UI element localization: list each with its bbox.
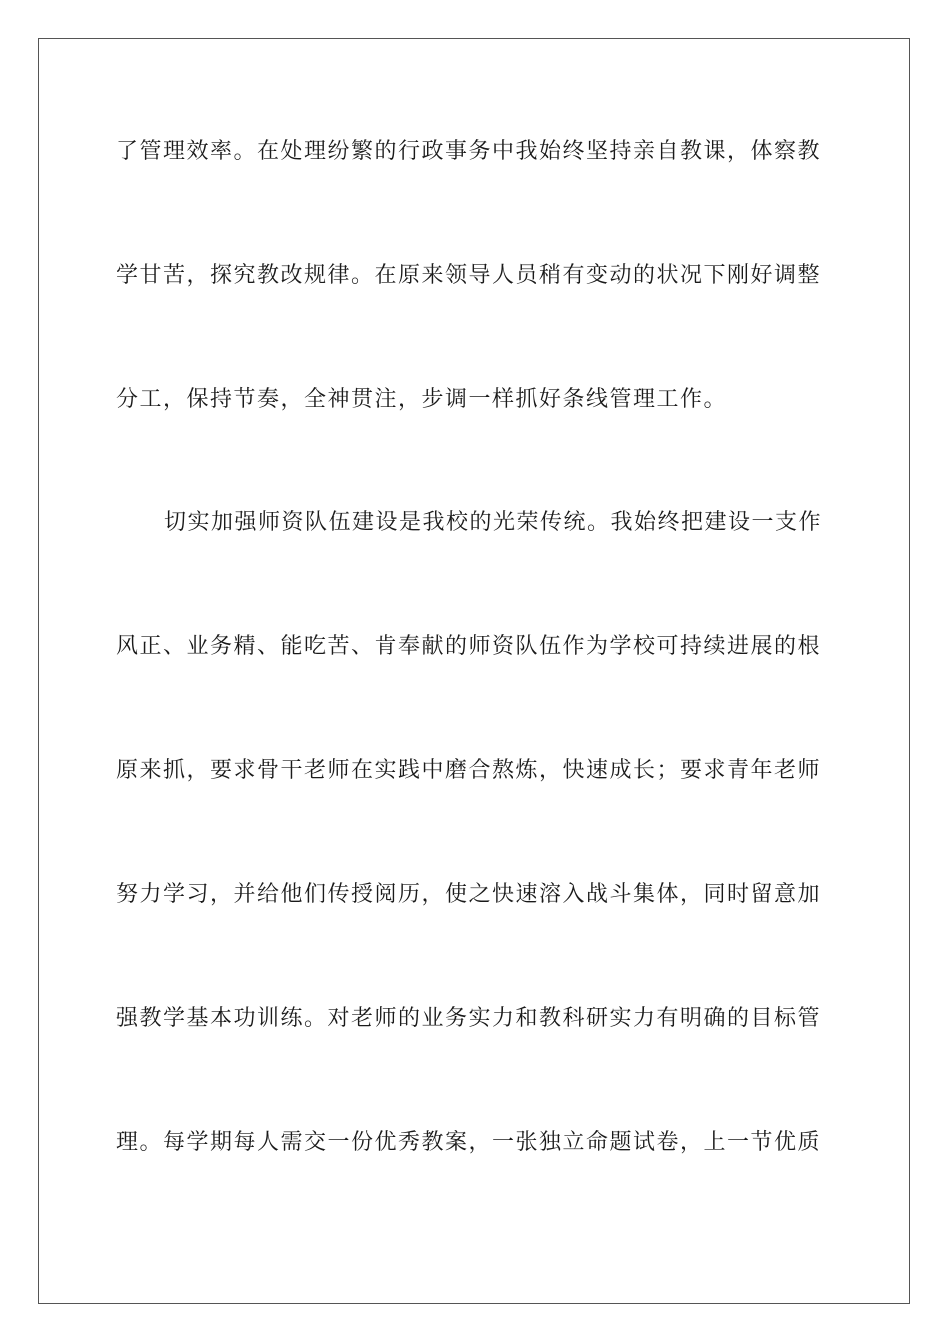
- paragraph-start-line: 切实加强师资队伍建设是我校的光荣传统。我始终把建设一支作: [164, 510, 823, 535]
- text-line: 原来抓，要求骨干老师在实践中磨合熬炼，快速成长；要求青年老师: [116, 758, 822, 783]
- text-line: 努力学习，并给他们传授阅历，使之快速溶入战斗集体，同时留意加: [116, 882, 822, 907]
- page-frame: [38, 38, 910, 1304]
- text-line: 了管理效率。在处理纷繁的行政事务中我始终坚持亲自教课，体察教: [116, 139, 822, 164]
- text-line: 强教学基本功训练。对老师的业务实力和教科研实力有明确的目标管: [116, 1006, 822, 1031]
- text-line: 理。每学期每人需交一份优秀教案，一张独立命题试卷，上一节优质: [116, 1130, 822, 1155]
- text-line: 风正、业务精、能吃苦、肯奉献的师资队伍作为学校可持续进展的根: [116, 634, 822, 659]
- text-line: 学甘苦，探究教改规律。在原来领导人员稍有变动的状况下刚好调整: [116, 263, 822, 288]
- text-line: 分工，保持节奏，全神贯注，步调一样抓好条线管理工作。: [116, 387, 728, 412]
